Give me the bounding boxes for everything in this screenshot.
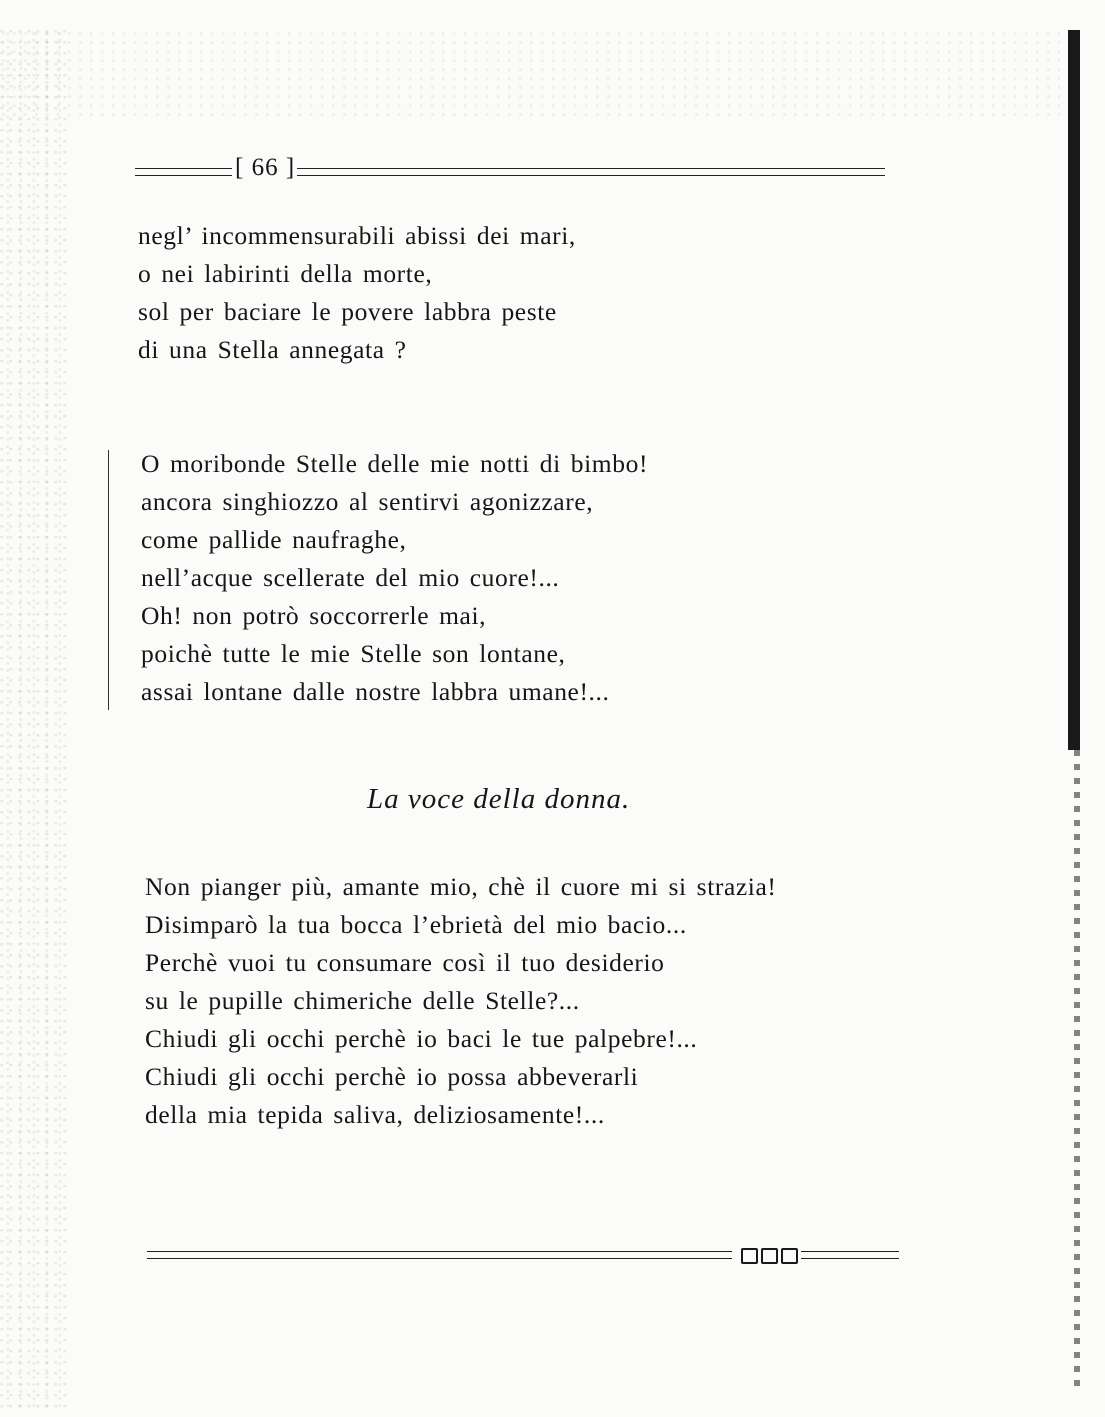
verse-line: O moribonde Stelle delle mie notti di bimbo! (141, 449, 649, 478)
verse-line: Non pianger più, amante mio, chè il cuore mi si strazia! (145, 872, 777, 901)
verse-line: Chiudi gli occhi perchè io possa abbeverarli (145, 1062, 639, 1091)
verse-line: nell’acque scellerate del mio cuore!... (141, 563, 560, 592)
scan-edge-shadow (1068, 30, 1080, 750)
scan-noise-left (0, 30, 70, 1410)
footer-rule-left (147, 1251, 732, 1259)
verse-line: di una Stella annegata ? (138, 335, 407, 364)
scan-edge-shadow-lower (1074, 750, 1080, 1390)
page-number: [ 66 ] (235, 154, 296, 181)
page-footer-ornament (147, 1248, 899, 1268)
verse-line: Oh! non potrò soccorrerle mai, (141, 601, 487, 630)
verse-line: Perchè vuoi tu consumare così il tuo desiderio (145, 948, 665, 977)
verse-line: assai lontane dalle nostre labbra umane!... (141, 677, 610, 706)
verse-line: ancora singhiozzo al sentirvi agonizzare, (141, 487, 594, 516)
margin-mark (108, 450, 119, 710)
square-ornament-icon (741, 1248, 758, 1264)
poem-body (145, 868, 777, 1134)
verse-line: negl’ incommensurabili abissi dei mari, (138, 221, 576, 250)
poem-title: La voce della donna. (367, 783, 631, 815)
stanza-2 (141, 445, 648, 711)
verse-line: Disimparò la tua bocca l’ebrietà del mio bacio... (145, 910, 687, 939)
verse-line: come pallide naufraghe, (141, 525, 407, 554)
verse-line: Chiudi gli occhi perchè io baci le tue palpebre!... (145, 1024, 698, 1053)
verse-line: sol per baciare le povere labbra peste (138, 297, 557, 326)
stanza-1 (138, 217, 576, 369)
verse-line: o nei labirinti della morte, (138, 259, 433, 288)
verse-line: poichè tutte le mie Stelle son lontane, (141, 639, 566, 668)
header-rule-left (135, 168, 232, 176)
verse-line: della mia tepida saliva, deliziosamente!... (145, 1100, 605, 1129)
header-rule-right (297, 168, 885, 176)
verse-line: su le pupille chimeriche delle Stelle?... (145, 986, 580, 1015)
page-header (135, 156, 885, 186)
square-ornament-icon (761, 1248, 778, 1264)
scan-noise-top (0, 30, 1060, 120)
square-ornament-icon (781, 1248, 798, 1264)
footer-rule-right (801, 1251, 899, 1259)
